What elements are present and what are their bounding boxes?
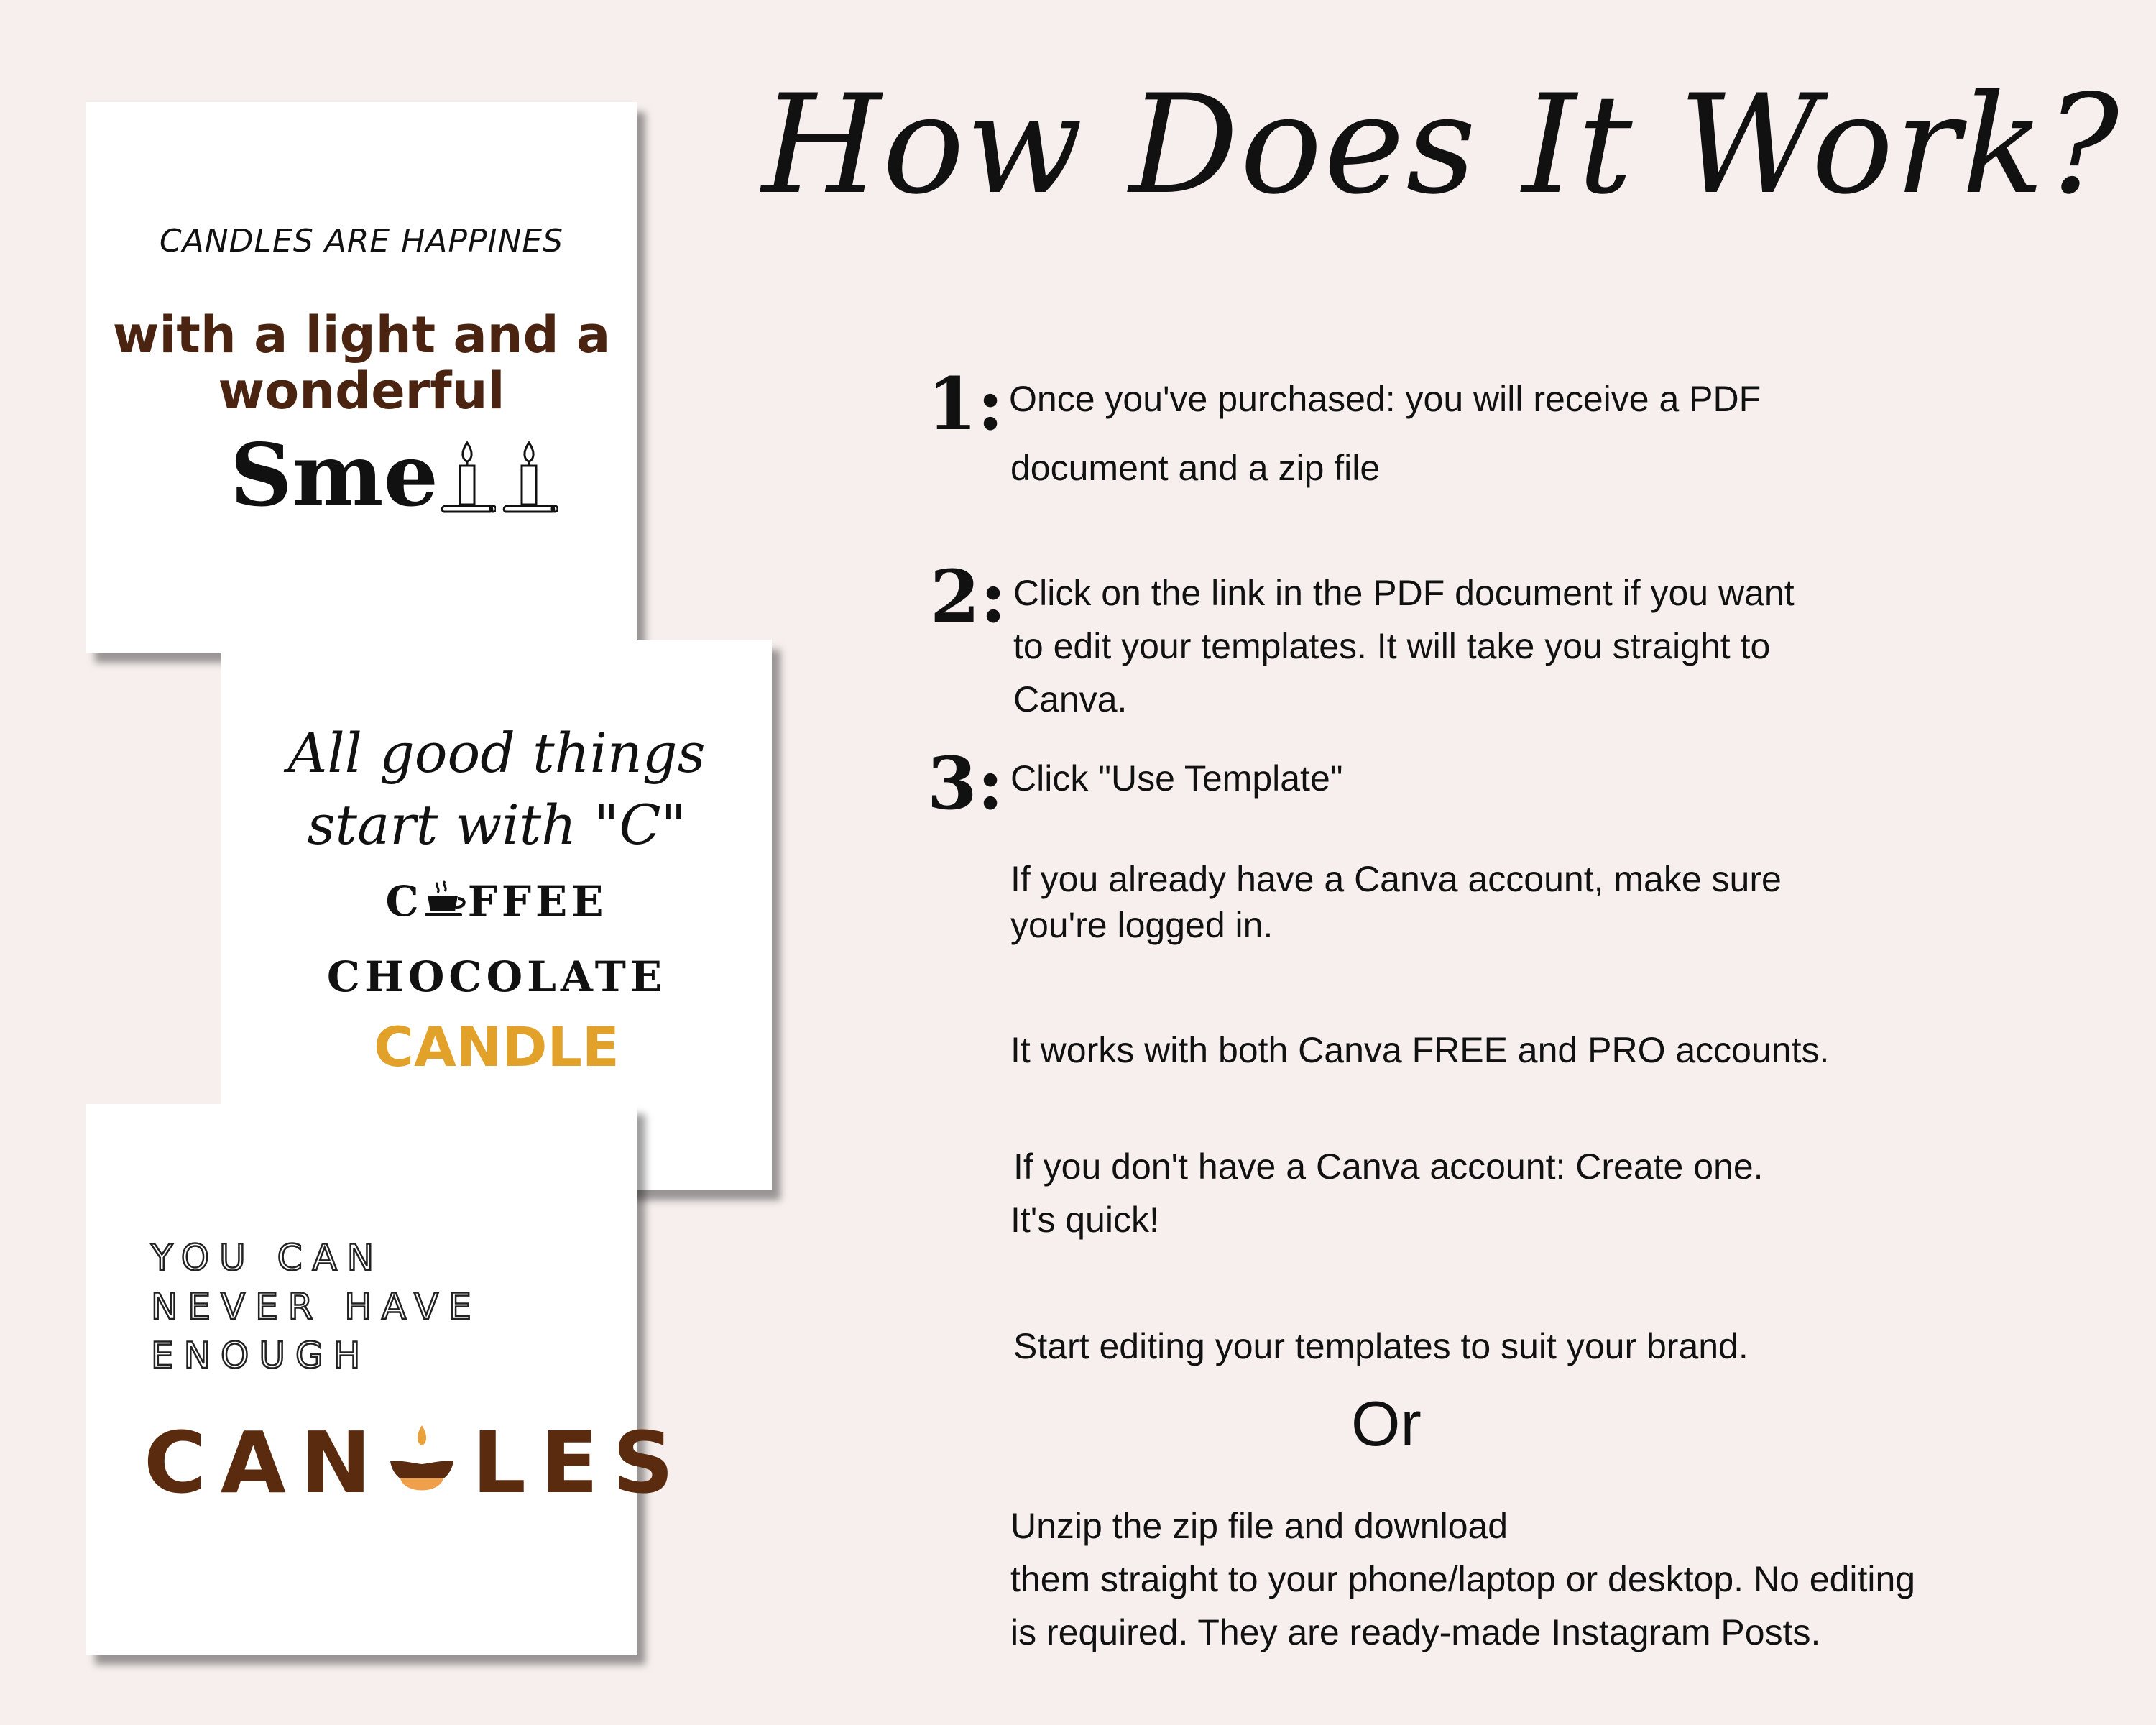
card3-outline-text xyxy=(151,1233,482,1380)
card1-smell-text: Sme xyxy=(230,425,438,526)
step-2-line-2: to edit your templates. It will take you straight to xyxy=(1013,626,1771,666)
page-title: How Does It Work? xyxy=(762,65,2121,224)
step-2-line-1: Click on the link in the PDF document if you want xyxy=(1013,573,1795,613)
no-account-line-1: If you don't have a Canva account: Create one. xyxy=(1013,1146,1764,1187)
step-1-line-2: document and a zip file xyxy=(1010,448,1381,488)
card3-line2: NEVER HAVE xyxy=(151,1286,482,1328)
card2-candle-word: CANDLE xyxy=(374,1015,619,1079)
step-3-line-1: Click "Use Template" xyxy=(1010,758,1343,799)
candle-icon xyxy=(438,440,496,519)
coffee-cup-icon xyxy=(423,880,468,919)
card3-line3: ENOUGH xyxy=(151,1335,371,1376)
step-2-line-3: Canva. xyxy=(1013,679,1128,719)
start-editing-text: Start editing your templates to suit your brand. xyxy=(1013,1326,1749,1366)
step-1-line-1: Once you've purchased: you will receive a PDF xyxy=(1009,379,1761,419)
card2-coffee-c: C xyxy=(385,877,423,926)
logged-in-line-1: If you already have a Canva account, make sure xyxy=(1010,859,1782,899)
card1-smell-word xyxy=(230,425,558,526)
logged-in-line-2: you're logged in. xyxy=(1010,905,1273,945)
card3-line1: YOU CAN xyxy=(151,1237,384,1279)
step-3-number: 3: xyxy=(927,741,1004,826)
step-1-number: 1: xyxy=(927,362,1004,446)
step-2-number: 2: xyxy=(930,554,1007,639)
card1-heading: CANDLES ARE HAPPINES xyxy=(159,223,564,259)
unzip-line-2: them straight to your phone/laptop or desktop. No editing xyxy=(1010,1559,1916,1599)
no-account-line-2: It's quick! xyxy=(1010,1200,1159,1240)
card3-candles-word xyxy=(144,1413,688,1512)
template-card-never-enough-candles xyxy=(86,1104,688,1655)
card2-chocolate-word: CHOCOLATE xyxy=(326,952,667,1001)
card1-subheading: with a light and a wonderful xyxy=(112,305,611,420)
unzip-line-3: is required. They are ready-made Instagram Posts. xyxy=(1010,1612,1821,1652)
card2-coffee-rest: FFEE xyxy=(467,877,608,926)
both-accounts-text: It works with both Canva FREE and PRO accounts. xyxy=(1010,1030,1830,1070)
card3-candles-left: CAN xyxy=(144,1413,386,1512)
diya-lamp-icon xyxy=(386,1420,458,1506)
unzip-line-1: Unzip the zip file and download xyxy=(1010,1506,1508,1546)
or-divider: Or xyxy=(1351,1388,1422,1459)
template-card-candles-happiness xyxy=(86,102,637,653)
candle-icon xyxy=(500,440,558,519)
card3-candles-right: LES xyxy=(471,1413,688,1512)
card2-coffee-word xyxy=(221,877,772,926)
card2-script-heading: All good things start with "C" xyxy=(287,721,706,857)
